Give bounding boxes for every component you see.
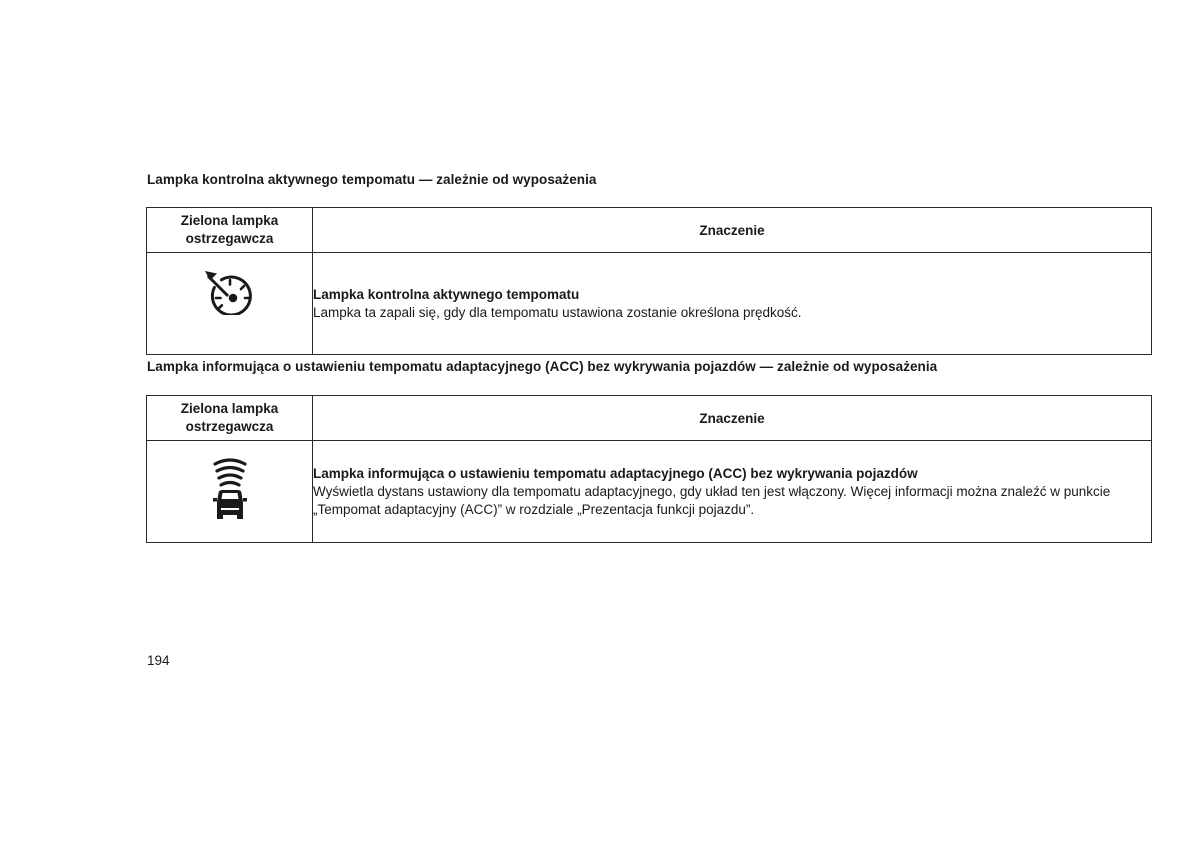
icon-cell [147, 441, 313, 543]
row-title: Lampka kontrolna aktywnego tempomatu [313, 286, 580, 302]
header-lamp: Zielona lampka ostrzegawcza [147, 396, 313, 441]
description-cell [313, 253, 1152, 355]
table-row [147, 253, 1152, 355]
row-title: Lampka informująca o ustawieniu tempomatu adaptacyjnego (ACC) bez wykrywania pojazdów [313, 465, 918, 481]
cruise-control-icon [202, 265, 258, 320]
header-lamp: Zielona lampka ostrzegawcza [147, 208, 313, 253]
warning-lamp-table-cruise-control [146, 207, 1152, 355]
section-title-cruise-control: Lampka kontrolna aktywnego tempomatu — zależnie od wyposażenia [147, 172, 597, 187]
description-cell [313, 441, 1152, 543]
header-meaning: Znaczenie [313, 208, 1152, 253]
table-row [147, 441, 1152, 543]
acc-no-vehicle-icon [208, 453, 252, 524]
table-header-row [147, 208, 1152, 253]
page-number: 194 [147, 653, 170, 668]
warning-lamp-table-acc [146, 395, 1152, 543]
section-title-acc: Lampka informująca o ustawieniu tempomatu adaptacyjnego (ACC) bez wykrywania pojazdów — zależnie od wyposażenia [147, 359, 938, 374]
icon-cell [147, 253, 313, 355]
row-text: Lampka ta zapali się, gdy dla tempomatu ustawiona zostanie określona prędkość. [313, 304, 802, 320]
row-text: Wyświetla dystans ustawiony dla tempomatu adaptacyjnego, gdy układ ten jest włączony. Więcej informacji można znaleźć w punkcie „Tempomat adaptacyjny (ACC)” w rozdziale „Prezentacja funkcji pojazdu”. [313, 483, 1111, 517]
table-header-row [147, 396, 1152, 441]
header-meaning: Znaczenie [313, 396, 1152, 441]
